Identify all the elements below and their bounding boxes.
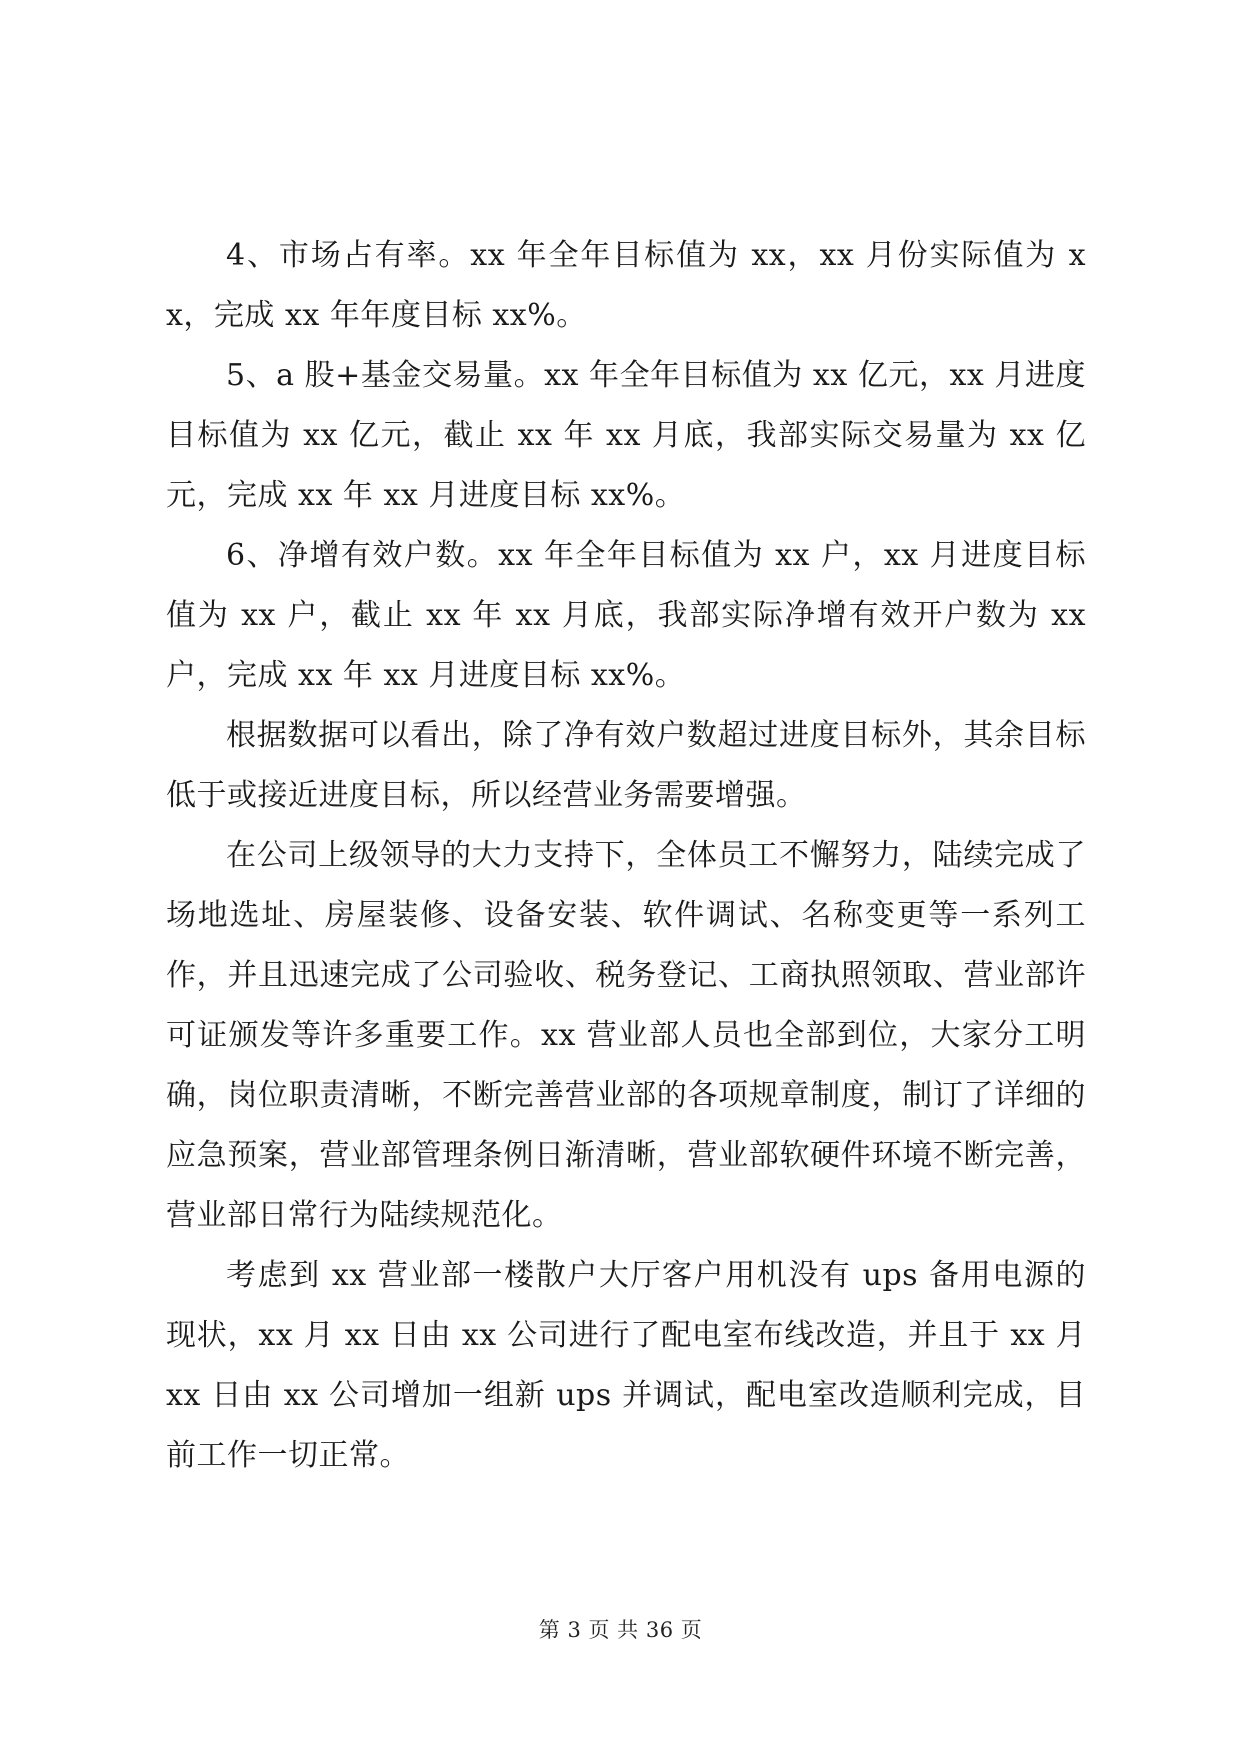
page-number-footer: 第 3 页 共 36 页 [538, 1618, 703, 1642]
paragraph-power-upgrade: 考虑到 xx 营业部一楼散户大厅客户用机没有 ups 备用电源的现状，xx 月 xx 日由 xx 公司进行了配电室布线改造，并且于 xx 月 xx 日由 xx 公司增加一组新 ups 并调试，配电室改造顺利完成，目前工作一切正常。 [166, 1258, 1086, 1473]
paragraph-summary: 根据数据可以看出，除了净有效户数超过进度目标外，其余目标低于或接近进度目标，所以经营业务需要增强。 [166, 718, 1086, 813]
paragraph-trading-volume: 5、a 股+基金交易量。xx 年全年目标值为 xx 亿元，xx 月进度目标值为 xx 亿元，截止 xx 年 xx 月底，我部实际交易量为 xx 亿元，完成 xx 年 xx 月进度目标 xx%。 [166, 358, 1086, 513]
paragraph-net-accounts: 6、净增有效户数。xx 年全年目标值为 xx 户，xx 月进度目标值为 xx 户，截止 xx 年 xx 月底，我部实际净增有效开户数为 xx 户，完成 xx 年 xx 月进度目标 xx%。 [166, 538, 1086, 693]
paragraph-market-share: 4、市场占有率。xx 年全年目标值为 xx，xx 月份实际值为 xx，完成 xx 年年度目标 xx%。 [166, 238, 1086, 333]
paragraph-setup-work: 在公司上级领导的大力支持下，全体员工不懈努力，陆续完成了场地选址、房屋装修、设备安装、软件调试、名称变更等一系列工作，并且迅速完成了公司验收、税务登记、工商执照领取、营业部许可证颁发等许多重要工作。xx 营业部人员也全部到位，大家分工明确，岗位职责清晰，不断完善营业部的各项规章制度，制订了详细的应急预案，营业部管理条例日渐清晰，营业部软硬件环境不断完善，营业部日常行为陆续规范化。 [166, 838, 1086, 1233]
document-body [166, 226, 1086, 1486]
